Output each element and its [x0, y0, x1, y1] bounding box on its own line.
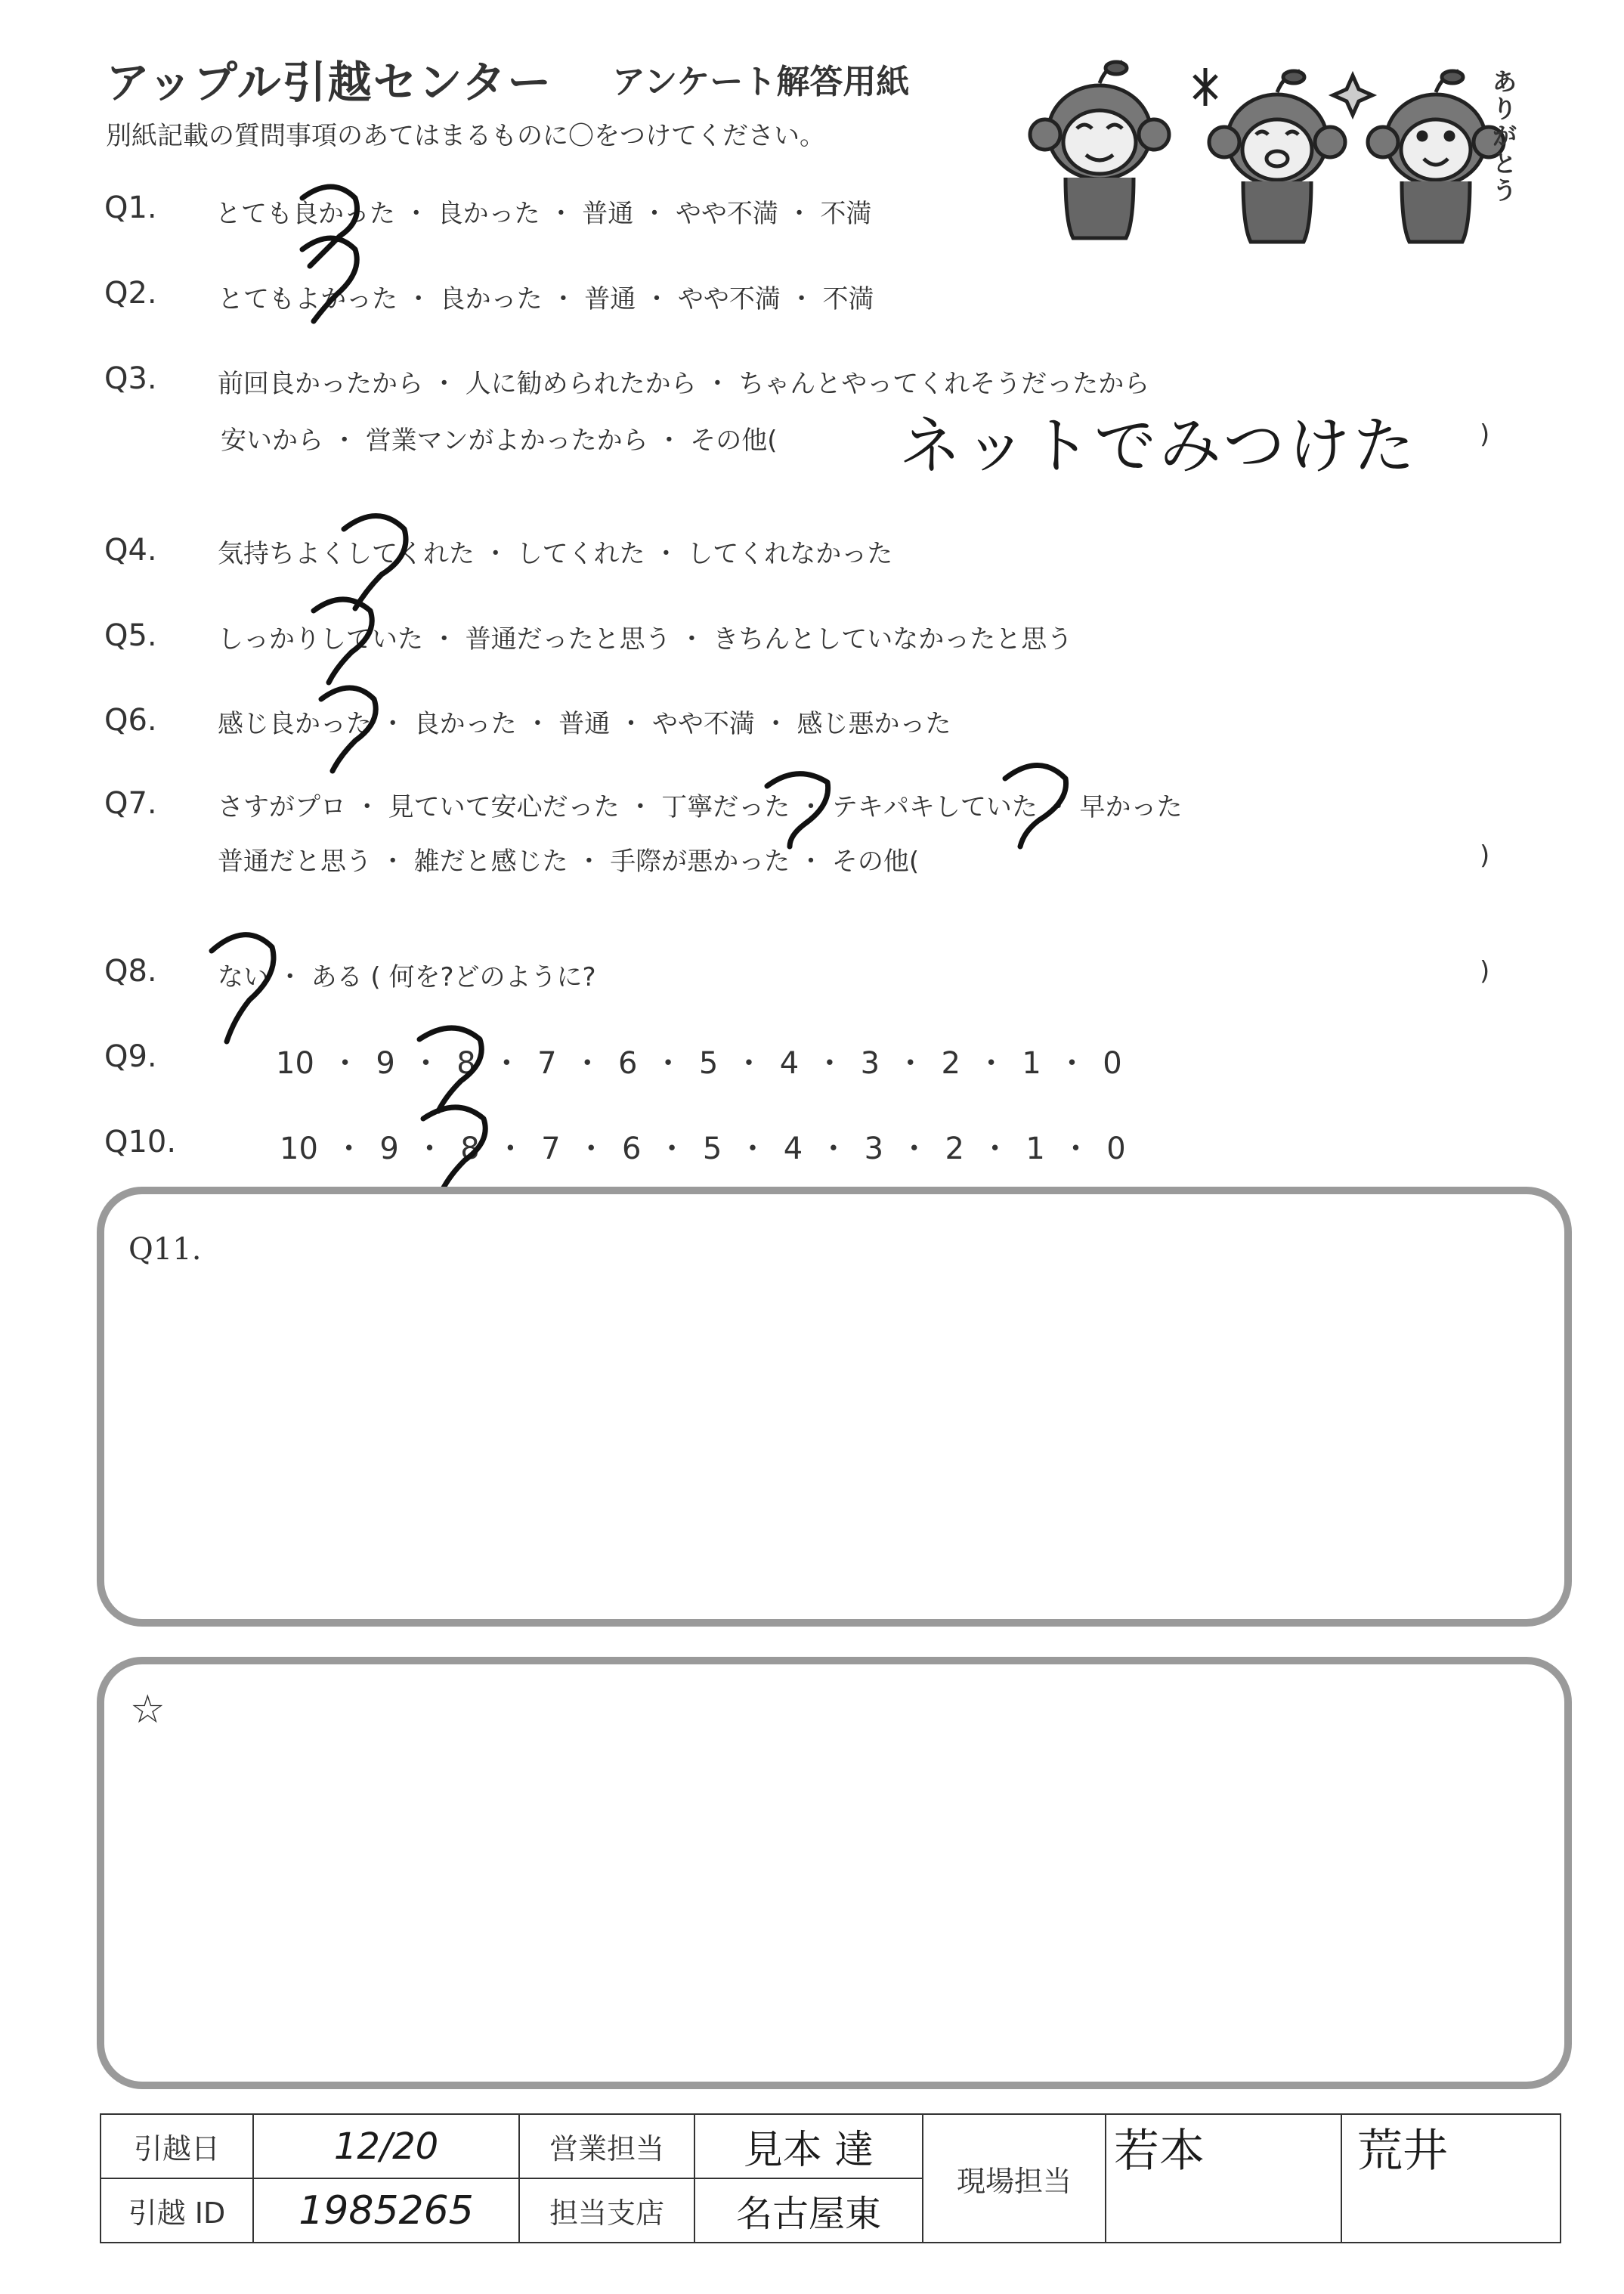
q7-label: Q7.: [104, 786, 157, 821]
q6-label: Q6.: [104, 703, 157, 738]
q4-options[interactable]: 気持ちよくしてくれた ・ してくれた ・ してくれなかった: [218, 539, 893, 569]
q1-answer-circle: [302, 187, 357, 266]
branch-label: 担当支店: [519, 2178, 694, 2243]
branch-handwritten: 名古屋東: [735, 2193, 881, 2235]
field-staff-2[interactable]: [1341, 2114, 1561, 2243]
q3-options-line1[interactable]: 前回良かったから ・ 人に勧められたから ・ ちゃんとやってくれそうだったから: [218, 369, 1150, 399]
sales-value[interactable]: [694, 2114, 923, 2178]
q3-label: Q3.: [104, 361, 157, 396]
star-label: ☆: [130, 1687, 165, 1732]
move-id-label: 引越 ID: [101, 2178, 253, 2243]
q9-scale[interactable]: 10 ・ 9 ・ 8 ・ 7 ・ 6 ・ 5 ・ 4 ・ 3 ・ 2 ・ 1 ・ 0: [276, 1046, 1122, 1081]
q7-close-paren: ): [1480, 841, 1490, 871]
q2-options[interactable]: とてもよかった ・ 良かった ・ 普通 ・ やや不満 ・ 不満: [218, 284, 874, 314]
q8-options[interactable]: ない ・ ある ( 何を?どのように?: [218, 962, 596, 992]
thanks-text: ありがとう: [1493, 67, 1517, 205]
q7-options-line1[interactable]: さすがプロ ・ 見ていて安心だった ・ 丁寧だった ・ テキパキしていた ・ 早かった: [218, 792, 1183, 822]
q2-answer-circle: [302, 238, 357, 321]
field-staff-2-handwritten: 荒井: [1357, 2125, 1448, 2178]
q1-label: Q1.: [104, 190, 157, 225]
branch-value[interactable]: [694, 2178, 923, 2243]
q3-options-line2[interactable]: 安いから ・ 営業マンがよかったから ・ その他(: [221, 426, 778, 456]
q5-label: Q5.: [104, 618, 157, 653]
q10-scale[interactable]: 10 ・ 9 ・ 8 ・ 7 ・ 6 ・ 5 ・ 4 ・ 3 ・ 2 ・ 1 ・ 0: [280, 1132, 1126, 1166]
q11-label: Q11.: [128, 1232, 202, 1267]
q4-label: Q4.: [104, 533, 157, 568]
form-subtitle: アンケート解答用紙: [612, 63, 910, 101]
move-date-handwritten: 12/20: [333, 2125, 439, 2168]
q10-label: Q10.: [104, 1125, 177, 1159]
field-staff-1-handwritten: 若本: [1114, 2125, 1205, 2178]
q7-options-line2[interactable]: 普通だと思う ・ 雑だと感じた ・ 手際が悪かった ・ その他(: [218, 847, 920, 877]
move-date-label: 引越日: [101, 2114, 253, 2178]
q9-label: Q9.: [104, 1039, 157, 1074]
sales-handwritten: 見本 達: [743, 2128, 874, 2173]
footer-info-table: [100, 2113, 1561, 2243]
q7-answer-circle-2: [1005, 766, 1066, 847]
move-date-value[interactable]: [253, 2114, 519, 2178]
q3-close-paren: ): [1480, 419, 1490, 450]
q11-comment-box[interactable]: [97, 1187, 1572, 1627]
sales-label: 営業担当: [519, 2114, 694, 2178]
q7-answer-circle-1: [767, 774, 828, 847]
q6-options[interactable]: 感じ良かった ・ 良かった ・ 普通 ・ やや不満 ・ 感じ悪かった: [218, 709, 951, 739]
form-title: アップル引越センター: [106, 57, 553, 108]
q8-close-paren: ): [1480, 956, 1490, 986]
q4-answer-circle: [344, 516, 406, 609]
q2-label: Q2.: [104, 276, 157, 311]
q8-answer-circle: [212, 935, 274, 1042]
q8-label: Q8.: [104, 954, 157, 989]
q6-answer-circle: [321, 688, 376, 771]
q3-handwritten-answer: ネットでみつけた: [899, 410, 1418, 482]
q5-answer-circle: [314, 599, 372, 683]
q9-answer-circle: [419, 1028, 481, 1111]
q1-options[interactable]: とても良かった ・ 良かった ・ 普通 ・ やや不満 ・ 不満: [215, 199, 872, 229]
field-staff-1[interactable]: [1106, 2114, 1341, 2243]
move-id-value[interactable]: [253, 2178, 519, 2243]
field-staff-label: 現場担当: [923, 2114, 1106, 2243]
star-comment-box[interactable]: [97, 1657, 1572, 2089]
instruction-text: 別紙記載の質問事項のあてはまるものに〇をつけてください。: [106, 121, 825, 151]
q5-options[interactable]: しっかりしていた ・ 普通だったと思う ・ きちんとしていなかったと思う: [218, 624, 1073, 655]
q10-answer-circle: [423, 1107, 485, 1190]
move-id-handwritten: 1985265: [299, 2187, 474, 2234]
